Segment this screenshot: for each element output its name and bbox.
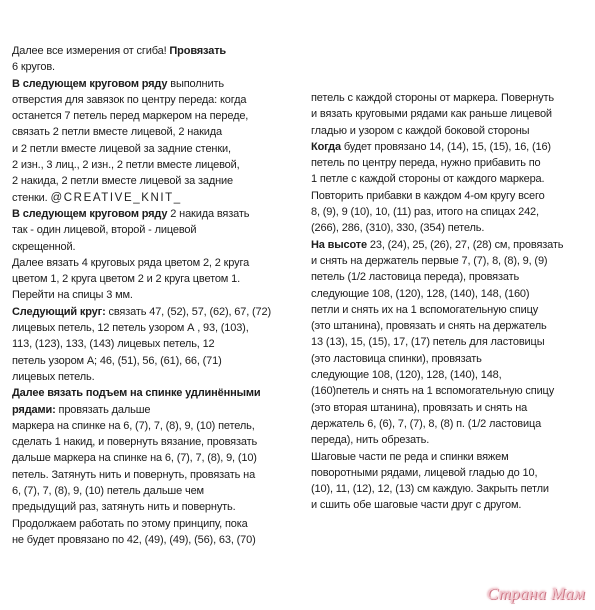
text-line: рядами: провязать дальше (12, 403, 151, 416)
text-line: петель узором А; 46, (51), 56, (61), 66, (71) (12, 354, 222, 367)
text-line: не будет провязано по 42, (49), (49), (56), 63, (70) (12, 533, 256, 546)
text-line: Далее вязать 4 круговых ряда цветом 2, 2 круга (12, 256, 250, 269)
text-line: (это вторая штанина), провязать и снять на (311, 401, 528, 414)
right-text-column (311, 90, 589, 514)
text-line: петель (1/2 ластовица переда), провязать (311, 271, 520, 284)
text-line: переда), нить обрезать. (311, 434, 430, 447)
text-line: Далее все измерения от сгиба! Провязать (12, 45, 227, 57)
text-line: и снять на держатель первые 7, (7), 8, (8), 9, (9) (311, 254, 548, 267)
text-line: останется 7 петель перед маркером на переде, (12, 110, 249, 123)
text-line: 8, (9), 9 (10), 10, (11) раз, итого на спицах 242, (311, 206, 539, 219)
text-line: Далее вязать подъем на спинке удлинёнными (12, 387, 261, 400)
text-line: Следующий круг: связать 47, (52), 57, (62), 67, (72) (12, 305, 271, 318)
text-line: и 2 петли вместе лицевой за задние стенки, (12, 142, 231, 155)
text-line: стенки. @CREATIVE_KNIT_ (12, 191, 182, 204)
text-line: дальше маркера на спинке на 6, (7), 7, (8), 9, (10) (12, 452, 257, 465)
text-line: Перейти на спицы 3 мм. (12, 289, 133, 302)
text-line: маркера на спинке на 6, (7), 7, (8), 9, (10) петель, (12, 419, 255, 432)
text-line: сделать 1 накид, и повернуть вязание, провязать (12, 436, 258, 449)
text-line: следующие 108, (120), 128, (140), 148, (160) (311, 287, 530, 300)
site-watermark: Страна Мам (486, 584, 585, 603)
text-line: предыдущий раз, затянуть нить и повернуть. (12, 501, 236, 514)
text-line: В следующем круговом ряду 2 накида вязать (12, 207, 250, 220)
text-line: Продолжаем работать по этому принципу, пока (12, 517, 248, 530)
text-line: 6 кругов. (12, 61, 55, 74)
text-line: скрещенной. (12, 240, 76, 253)
text-line: лицевых петель. (12, 370, 95, 383)
text-line: 113, (123), 133, (143) лицевых петель, 12 (12, 338, 215, 351)
text-line: следующие 108, (120), 128, (140), 148, (311, 369, 502, 382)
text-line: петли и снять их на 1 вспомогательную спицу (311, 303, 539, 316)
text-line: петель по центру переда, нужно прибавить по (311, 157, 541, 170)
instagram-handle: @CREATIVE_KNIT_ (50, 191, 182, 204)
text-line: (это ластовица спинки), провязать (311, 352, 482, 365)
text-line: так - один лицевой, второй - лицевой (12, 224, 197, 237)
text-line: В следующем круговом ряду выполнить (12, 77, 224, 90)
text-line: 1 петле с каждой стороны от каждого маркера. (311, 173, 545, 186)
text-line: и сшить обе шаговые части друг с другом. (311, 499, 522, 512)
text-line: гладью и узором с каждой боковой стороны (311, 124, 530, 137)
text-line: (это штанина), провязать и снять на держатель (311, 320, 547, 333)
text-line: связать 2 петли вместе лицевой, 2 накида (12, 126, 223, 139)
text-line: петель. Затянуть нить и повернуть, провязать на (12, 468, 256, 481)
text-line: Когда будет провязано 14, (14), 15, (15), 16, (16) (311, 140, 551, 153)
text-line: отверстия для завязок по центру переда: когда (12, 93, 247, 106)
text-line: Шаговые части пе реда и спинки вяжем (311, 450, 509, 463)
text-line: и вязать круговыми рядами как раньше лицевой (311, 108, 552, 121)
text-line: поворотными рядами, лицевой гладью до 10, (311, 466, 538, 479)
text-line: На высоте 23, (24), 25, (26), 27, (28) см, провязать (311, 238, 564, 251)
text-line: цветом 1, 2 круга цветом 2 и 2 круга цветом 1. (12, 273, 240, 286)
text-line: держатель 6, (6), 7, (7), 8, (8) п. (1/2 ластовица (311, 417, 542, 430)
text-line: 6, (7), 7, (8), 9, (10) петель дальше чем (12, 485, 204, 498)
text-line: 2 изн., 3 лиц., 2 изн., 2 петли вместе лицевой, (12, 159, 240, 172)
text-line: Повторить прибавки в каждом 4-ом кругу всего (311, 189, 545, 202)
text-line: петель с каждой стороны от маркера. Повернуть (311, 92, 554, 104)
text-line: лицевых петель, 12 петель узором А , 93, (103), (12, 322, 249, 335)
text-line: (160)петель и снять на 1 вспомогательную спицу (311, 385, 555, 398)
left-text-column (12, 43, 290, 548)
text-line: (10), 11, (12), 12, (13) см каждую. Закрыть петли (311, 483, 549, 496)
text-line: 13 (13), 15, (15), 17, (17) петель для ластовицы (311, 336, 545, 349)
text-line: 2 накида, 2 петли вместе лицевой за задние (12, 175, 233, 188)
text-line: (266), 286, (310), 330, (354) петель. (311, 222, 485, 235)
